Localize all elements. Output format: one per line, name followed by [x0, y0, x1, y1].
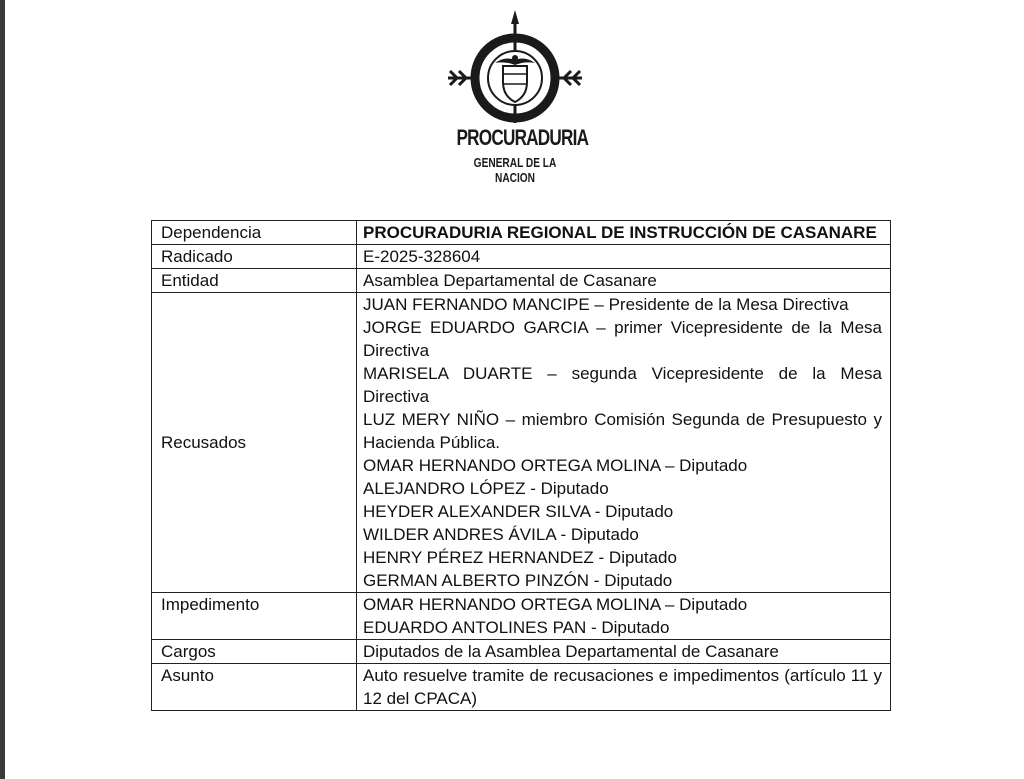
row-cargos [152, 640, 891, 664]
label-entidad: Entidad [152, 269, 357, 293]
recusado-item: OMAR HERNANDO ORTEGA MOLINA – Diputado [363, 456, 748, 475]
impedimento-item: OMAR HERNANDO ORTEGA MOLINA – Diputado [363, 595, 748, 614]
row-dependencia [152, 221, 891, 245]
value-impedimento [357, 593, 891, 640]
label-radicado: Radicado [152, 245, 357, 269]
row-asunto [152, 664, 891, 711]
recusado-item: LUZ MERY NIÑO – miembro Comisión Segunda de Presupuesto y Hacienda Pública. [363, 410, 882, 452]
logo-subtitle: GENERAL DE LA NACION [473, 155, 557, 185]
recusado-item: ALEJANDRO LÓPEZ - Diputado [363, 479, 609, 498]
recusado-item: JUAN FERNANDO MANCIPE – Presidente de la Mesa Directiva [363, 295, 849, 314]
impedimento-item: EDUARDO ANTOLINES PAN - Diputado [363, 618, 670, 637]
row-entidad [152, 269, 891, 293]
row-radicado [152, 245, 891, 269]
label-cargos: Cargos [152, 640, 357, 664]
value-entidad: Asamblea Departamental de Casanare [357, 269, 891, 293]
value-asunto: Auto resuelve tramite de recusaciones e impedimentos (artículo 11 y 12 del CPACA) [357, 664, 891, 711]
row-recusados [152, 293, 891, 593]
label-recusados: Recusados [152, 293, 357, 593]
recusado-item: WILDER ANDRES ÁVILA - Diputado [363, 525, 639, 544]
value-radicado: E-2025-328604 [357, 245, 891, 269]
logo-title: PROCURADURIA [456, 125, 589, 150]
row-impedimento [152, 593, 891, 640]
recusado-item: JORGE EDUARDO GARCIA – primer Vicepresidente de la Mesa Directiva [363, 318, 882, 360]
value-dependencia: PROCURADURIA REGIONAL DE INSTRUCCIÓN DE CASANARE [357, 221, 891, 245]
value-cargos: Diputados de la Asamblea Departamental de Casanare [357, 640, 891, 664]
label-impedimento: Impedimento [152, 593, 357, 640]
recusado-item: HEYDER ALEXANDER SILVA - Diputado [363, 502, 674, 521]
label-dependencia: Dependencia [152, 221, 357, 245]
value-recusados [357, 293, 891, 593]
label-asunto: Asunto [152, 664, 357, 711]
recusado-item: MARISELA DUARTE – segunda Vicepresidente de la Mesa Directiva [363, 364, 882, 406]
case-info-table [151, 220, 891, 711]
scan-edge [0, 0, 5, 779]
recusado-item: HENRY PÉREZ HERNANDEZ - Diputado [363, 548, 677, 567]
recusado-item: GERMAN ALBERTO PINZÓN - Diputado [363, 571, 673, 590]
